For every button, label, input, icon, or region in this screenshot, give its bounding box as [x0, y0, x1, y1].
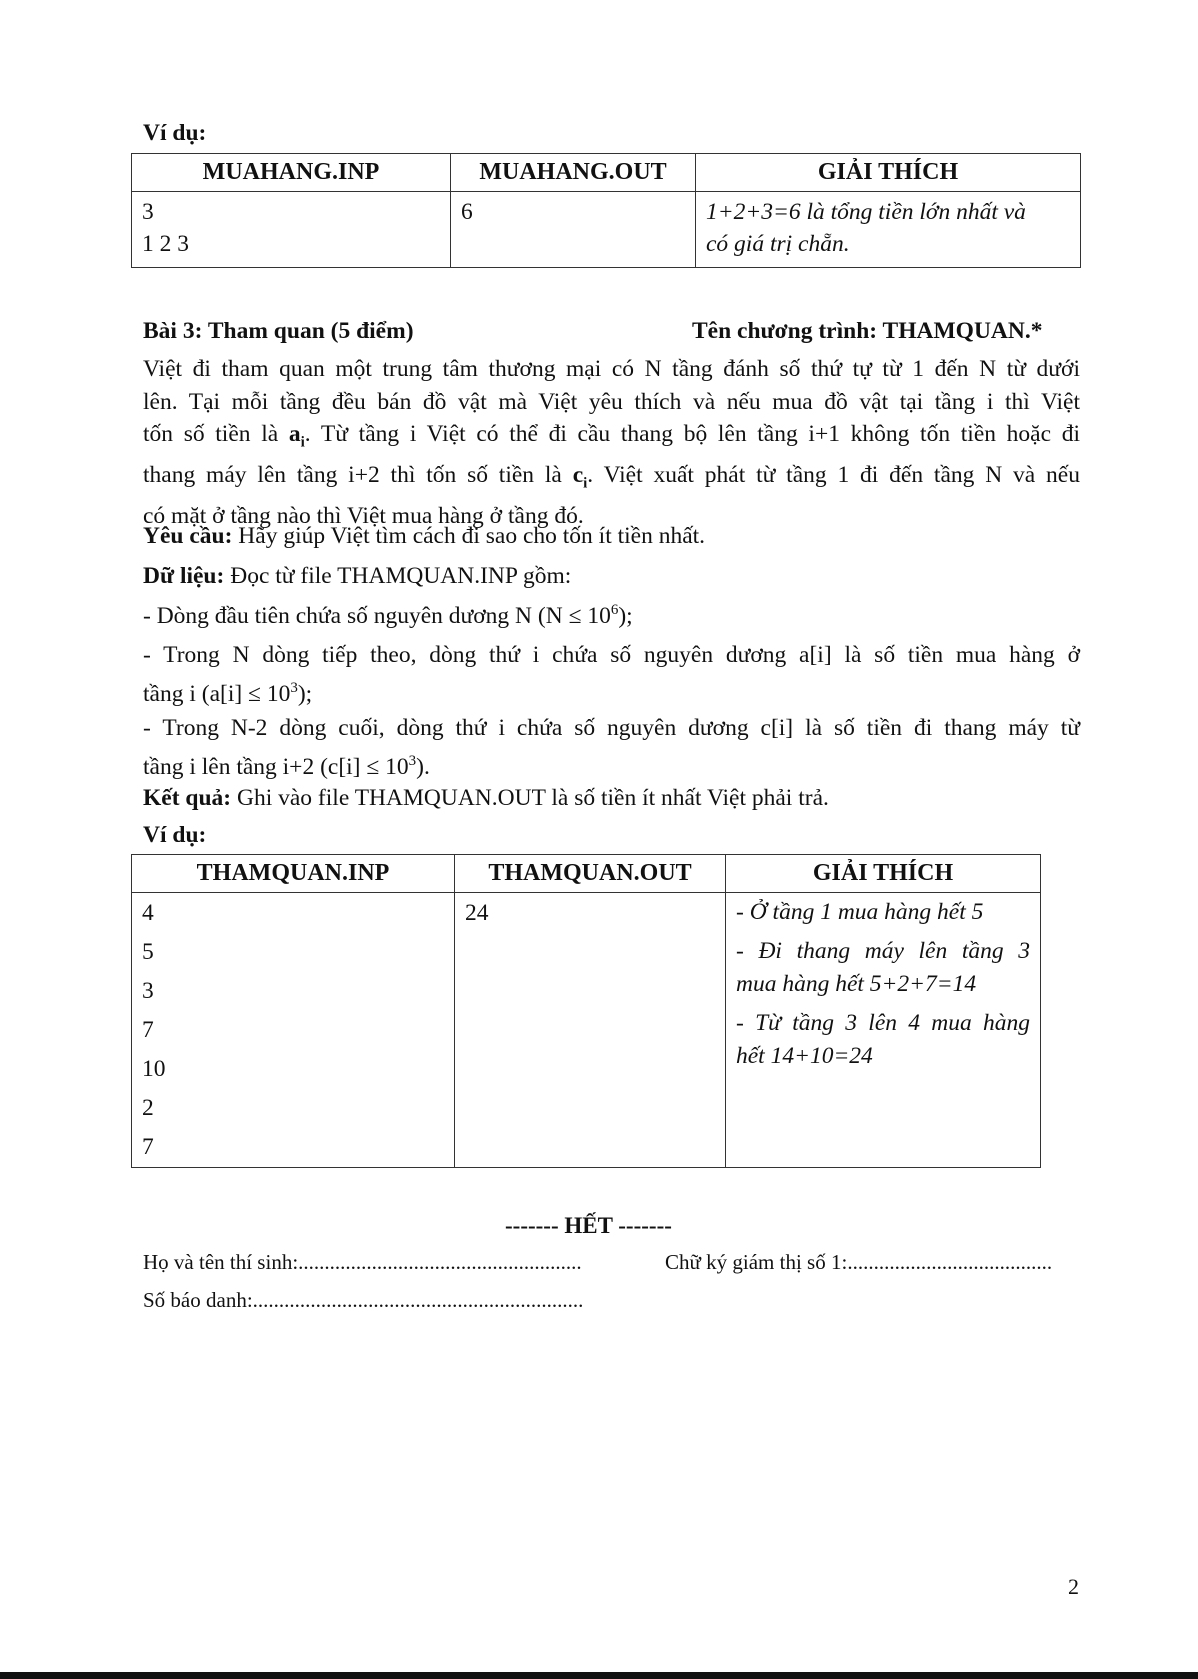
statement-text: . Việt xuất phát từ tầng 1 đi đến tầng N và nếu — [587, 462, 1080, 489]
example2-explain-line: - Đi thang máy lên tầng 3 — [736, 937, 1030, 964]
data-item-text: ); — [297, 680, 313, 707]
example2-output-line: 24 — [465, 900, 489, 926]
candidate-number-dots: ............................................................... — [252, 1288, 584, 1312]
example1-explain-line: 1+2+3=6 là tổng tiền lớn nhất và — [706, 199, 1026, 225]
result-label: Kết quả: — [143, 785, 232, 811]
example2-output-cell — [455, 893, 726, 1168]
example1-output-cell — [451, 192, 696, 268]
example1-output-line: 6 — [461, 199, 473, 225]
candidate-number-line — [143, 1288, 583, 1313]
example1-explain-cell — [696, 192, 1081, 268]
example1-header-output: MUAHANG.OUT — [451, 154, 696, 192]
var-a: a — [288, 421, 301, 447]
example2-heading: Ví dụ: — [143, 822, 207, 848]
requirement-text: Hãy giúp Việt tìm cách đi sao cho tốn ít tiền nhất. — [232, 523, 706, 549]
example2-input-line: 5 — [142, 939, 154, 965]
data-item-text: - Dòng đầu tiên chứa số nguyên dương N (N ≤ 10 — [143, 602, 611, 629]
example1-heading: Ví dụ: — [143, 120, 207, 146]
example2-input-line: 3 — [142, 978, 154, 1004]
example2-explain-line: - Ở tầng 1 mua hàng hết 5 — [736, 899, 984, 925]
statement-line: Việt đi tham quan một trung tâm thương mại có N tầng đánh số thứ tự từ 1 đến N từ dưới — [143, 356, 1080, 382]
example2-input-line: 4 — [142, 900, 154, 926]
statement-text: . Từ tầng i Việt có thể đi cầu thang bộ lên tầng i+1 không tốn tiền hoặc đi — [304, 421, 1081, 447]
var-c: c — [572, 462, 584, 489]
example2-explain-line: - Từ tầng 3 lên 4 mua hàng — [736, 1009, 1030, 1036]
data-text: Đọc từ file THAMQUAN.INP gồm: — [224, 563, 572, 589]
candidate-name-line — [143, 1250, 582, 1275]
page-number: 2 — [1068, 1574, 1079, 1599]
var-a-sub: i — [300, 434, 305, 451]
data-item-line: - Trong N dòng tiếp theo, dòng thứ i chứa số nguyên dương a[i] là số tiền mua hàng ở — [143, 642, 1080, 668]
example1-explain-line: có giá trị chẵn. — [706, 231, 850, 257]
example2-input-line: 10 — [142, 1056, 166, 1082]
data-item-sup: 6 — [610, 602, 619, 618]
data-item-line: - Trong N-2 dòng cuối, dòng thứ i chứa số nguyên dương c[i] là số tiền đi thang máy từ — [143, 715, 1080, 741]
example1-input-line: 3 — [142, 199, 154, 225]
end-mark: ------- HẾT ------- — [505, 1213, 672, 1238]
program-name: Tên chương trình: THAMQUAN.* — [692, 318, 1043, 344]
candidate-number-label: Số báo danh: — [143, 1288, 253, 1312]
example1-input-line: 1 2 3 — [142, 231, 189, 257]
data-item-1 — [143, 602, 633, 630]
data-item-text: ). — [416, 753, 430, 780]
example1-header-input: MUAHANG.INP — [132, 154, 451, 192]
example2-input-line: 7 — [142, 1017, 154, 1043]
result-section — [143, 785, 829, 812]
example2-header-output: THAMQUAN.OUT — [455, 855, 726, 893]
data-item-text: tầng i lên tầng i+2 (c[i] ≤ 10 — [143, 753, 409, 780]
statement-text: tốn số tiền là — [143, 421, 279, 447]
scan-edge-bar — [0, 1672, 1198, 1679]
example2-explain-line: mua hàng hết 5+2+7=14 — [736, 971, 977, 997]
statement-line — [143, 418, 1080, 459]
data-item-2 — [143, 639, 1080, 710]
example2-table — [131, 854, 1041, 1168]
statement-line: có mặt ở tầng nào thì Việt mua hàng ở tầng đó. — [143, 503, 584, 530]
supervisor-sign-label: Chữ ký giám thị số 1: — [665, 1250, 848, 1274]
example2-input-line: 2 — [142, 1095, 154, 1121]
result-text: Ghi vào file THAMQUAN.OUT là số tiền ít nhất Việt phải trả. — [231, 785, 829, 811]
requirement — [143, 523, 705, 550]
data-item-text: tầng i (a[i] ≤ 10 — [143, 680, 291, 707]
candidate-name-label: Họ và tên thí sinh: — [143, 1250, 299, 1274]
data-label: Dữ liệu: — [143, 563, 225, 589]
data-item-3 — [143, 712, 1080, 783]
problem-statement — [143, 353, 1080, 533]
example1-input-cell — [132, 192, 451, 268]
data-item-line — [143, 745, 1080, 783]
example2-explain-line: hết 14+10=24 — [736, 1043, 873, 1069]
data-section — [143, 563, 571, 590]
example2-header-input: THAMQUAN.INP — [132, 855, 455, 893]
example1-table — [131, 153, 1081, 268]
example2-input-cell — [132, 893, 455, 1168]
data-item-line — [143, 672, 1080, 710]
statement-line: lên. Tại mỗi tầng đều bán đồ vật mà Việt yêu thích và nếu mua đồ vật tại tầng i thì Việt — [143, 388, 1080, 415]
supervisor-sign-dots: ....................................... — [847, 1250, 1053, 1274]
statement-line — [143, 459, 1080, 500]
var-c-sub: i — [583, 475, 588, 492]
data-item-sup: 3 — [408, 752, 417, 769]
supervisor-sign-line — [665, 1250, 1052, 1275]
statement-text: thang máy lên tầng i+2 thì tốn số tiền là — [143, 462, 562, 489]
example2-header-explain: GIẢI THÍCH — [726, 855, 1041, 893]
requirement-label: Yêu cầu: — [143, 523, 233, 549]
example2-explain-cell — [726, 893, 1041, 1168]
data-item-sup: 3 — [290, 679, 298, 696]
candidate-name-dots: ...................................................... — [298, 1250, 582, 1274]
example2-input-line: 7 — [142, 1134, 154, 1160]
example1-header-explain: GIẢI THÍCH — [696, 154, 1081, 192]
problem-title: Bài 3: Tham quan (5 điểm) — [143, 318, 414, 344]
data-item-text: ); — [618, 602, 633, 629]
